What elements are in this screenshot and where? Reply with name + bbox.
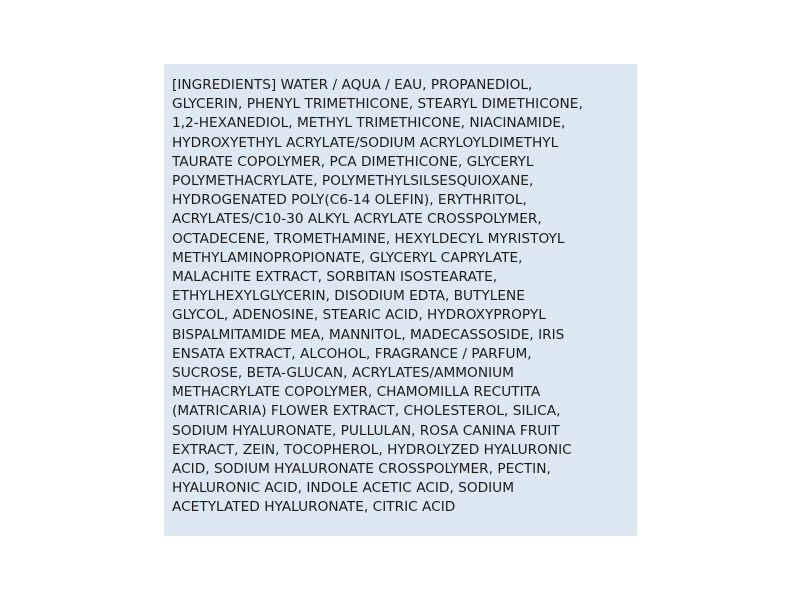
- ingredients-line: GLYCERIN, PHENYL TRIMETHICONE, STEARYL DIMETHICONE,: [172, 96, 583, 113]
- ingredients-line: SODIUM HYALURONATE, PULLULAN, ROSA CANINA FRUIT: [172, 422, 560, 439]
- ingredients-line: TAURATE COPOLYMER, PCA DIMETHICONE, GLYCERYL: [172, 153, 534, 170]
- ingredients-line: ACID, SODIUM HYALURONATE CROSSPOLYMER, PECTIN,: [172, 461, 551, 478]
- ingredients-line: BISPALMITAMIDE MEA, MANNITOL, MADECASSOSIDE, IRIS: [172, 326, 565, 343]
- ingredients-line: (MATRICARIA) FLOWER EXTRACT, CHOLESTEROL, SILICA,: [172, 403, 561, 420]
- ingredients-text: [172, 76, 631, 518]
- ingredients-panel: [164, 64, 637, 536]
- ingredients-line: HYALURONIC ACID, INDOLE ACETIC ACID, SODIUM: [172, 480, 515, 497]
- ingredients-line: HYDROGENATED POLY(C6-14 OLEFIN), ERYTHRITOL,: [172, 192, 527, 209]
- ingredients-line: ETHYLHEXYLGLYCERIN, DISODIUM EDTA, BUTYLENE: [172, 288, 525, 305]
- ingredients-line: GLYCOL, ADENOSINE, STEARIC ACID, HYDROXYPROPYL: [172, 307, 546, 324]
- ingredients-line: METHACRYLATE COPOLYMER, CHAMOMILLA RECUTITA: [172, 384, 541, 401]
- ingredients-line: EXTRACT, ZEIN, TOCOPHEROL, HYDROLYZED HYALURONIC: [172, 441, 572, 458]
- ingredients-line: POLYMETHACRYLATE, POLYMETHYLSILSESQUIOXANE,: [172, 173, 534, 190]
- ingredients-line: HYDROXYETHYL ACRYLATE/SODIUM ACRYLOYLDIMETHYL: [172, 134, 559, 151]
- ingredients-line: METHYLAMINOPROPIONATE, GLYCERYL CAPRYLATE,: [172, 249, 523, 266]
- ingredients-line: ACRYLATES/C10-30 ALKYL ACRYLATE CROSSPOLYMER,: [172, 211, 542, 228]
- ingredients-line: 1,2-HEXANEDIOL, METHYL TRIMETHICONE, NIACINAMIDE,: [172, 115, 566, 132]
- ingredients-line: [INGREDIENTS] WATER / AQUA / EAU, PROPANEDIOL,: [172, 77, 533, 93]
- ingredients-line: ENSATA EXTRACT, ALCOHOL, FRAGRANCE / PARFUM,: [172, 345, 532, 362]
- ingredients-line: ACETYLATED HYALURONATE, CITRIC ACID: [172, 499, 456, 516]
- ingredients-line: MALACHITE EXTRACT, SORBITAN ISOSTEARATE,: [172, 269, 498, 286]
- ingredients-line: OCTADECENE, TROMETHAMINE, HEXYLDECYL MYRISTOYL: [172, 230, 565, 247]
- ingredients-line: SUCROSE, BETA-GLUCAN, ACRYLATES/AMMONIUM: [172, 365, 514, 382]
